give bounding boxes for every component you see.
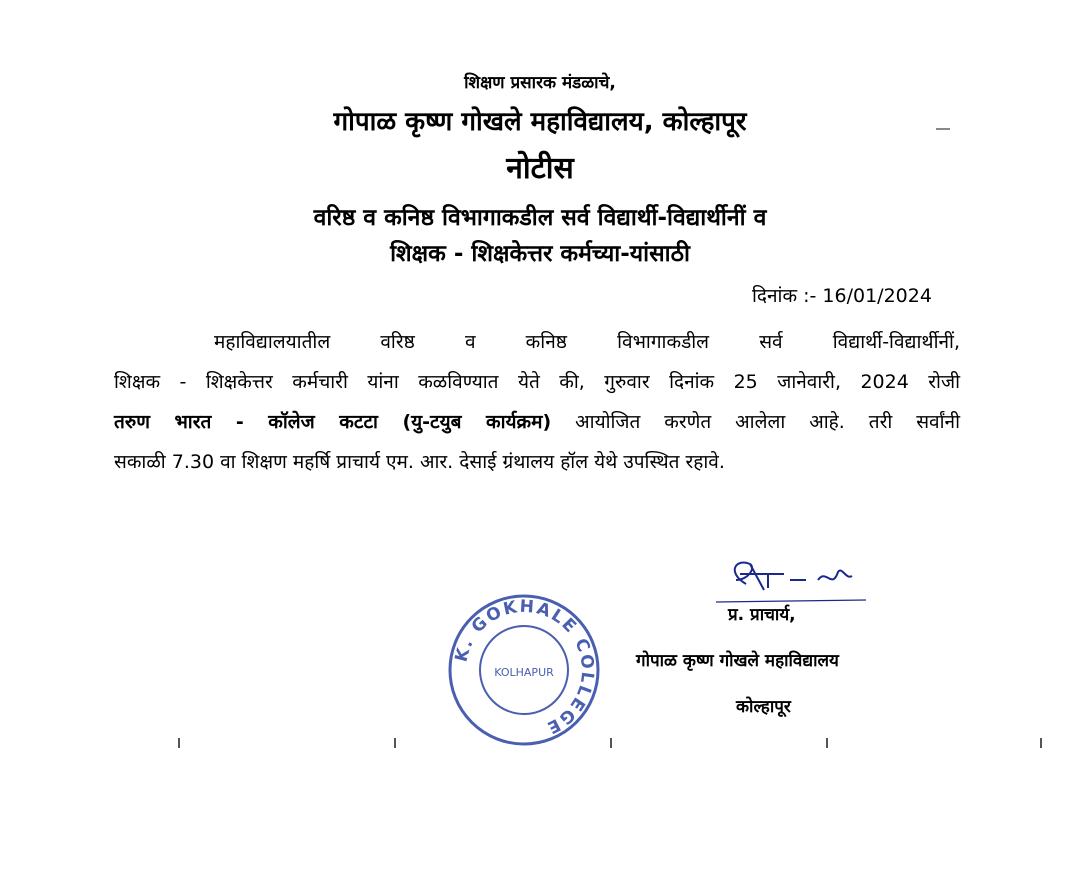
scan-dot [394,738,396,748]
college-name: गोपाळ कृष्ण गोखले महाविद्यालय, कोल्हापूर [333,107,747,137]
svg-text:KOLHAPUR: KOLHAPUR [494,666,554,679]
signatory-college: गोपाळ कृष्ण गोखले महाविद्यालय [636,651,839,671]
date-label: दिनांक :- [752,285,817,307]
body-line-4: सकाळी 7.30 वा शिक्षण महर्षि प्राचार्य एम. आर. देसाई ग्रंथालय हॉल येथे उपस्थित रहावे. [114,451,725,473]
body-line-1: महाविद्यालयातील वरिष्ठ व कनिष्ठ विभागाकडील सर्व विद्यार्थी-विद्यार्थीनीं, [214,331,960,353]
audience-line-2: शिक्षक - शिक्षकेत्तर कर्मच्या-यांसाठी [390,241,690,267]
audience-line-1: वरिष्ठ व कनिष्ठ विभागाकडील सर्व विद्यार्थी-विद्यार्थीनीं व [313,205,767,231]
college-stamp [444,590,604,750]
body-line-2: शिक्षक - शिक्षकेत्तर कर्मचारी यांना कळविण्यात येते की, गुरुवार दिनांक 25 जानेवारी, 2024 रोजी [114,371,960,393]
scan-dot [1040,738,1042,748]
signature [706,550,886,610]
organization-line: शिक्षण प्रसारक मंडळाचे, [464,73,616,93]
scan-dot [826,738,828,748]
body-line-3-rest: आयोजित करणेत आलेला आहे. तरी सर्वांनी [551,411,960,433]
notice-title: नोटीस [506,151,574,186]
svg-text:K. GOKHALE COLLEGE: K. GOKHALE COLLEGE [451,596,598,739]
scan-dot [610,738,612,748]
signatory-city: कोल्हापूर [736,697,791,717]
date-value: 16/01/2024 [822,285,932,307]
signatory-role: प्र. प्राचार्य, [728,605,796,625]
scan-dot [178,738,180,748]
body-line-3 [114,402,960,442]
program-name: तरुण भारत - कॉलेज कटटा (यु-टयुब कार्यक्रम) [114,411,552,433]
notice-date [752,282,932,308]
